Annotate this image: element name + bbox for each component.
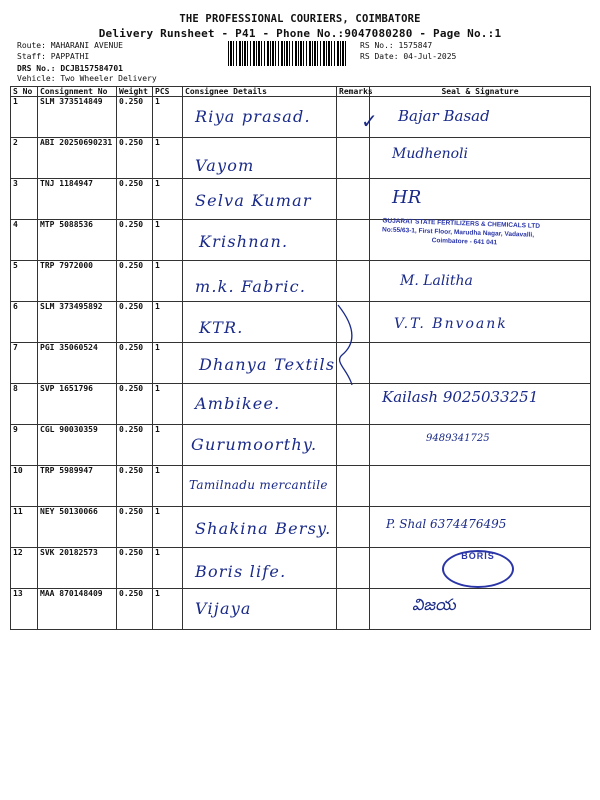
cell-weight: 0.250: [117, 466, 153, 507]
cell-remarks: [337, 97, 378, 138]
col-consignee: Consignee Details: [183, 87, 337, 97]
cell-consignee: [183, 425, 337, 466]
cell-sno: 4: [11, 220, 38, 261]
consignee-handwriting: Ambikee.: [195, 394, 281, 413]
cell-pcs: 1: [153, 179, 183, 220]
consignee-handwriting: Gurumoorthy.: [191, 435, 318, 454]
runsheet-subtitle: Delivery Runsheet - P41 - Phone No.:9047080280 - Page No.:1: [98, 27, 502, 40]
table-header-row: [11, 87, 591, 97]
consignee-handwriting: m.k. Fabric.: [195, 277, 307, 296]
runsheet-table: [10, 86, 591, 630]
col-pcs: PCS: [153, 87, 183, 97]
seal-text: BORIS: [461, 551, 495, 561]
cell-weight: 0.250: [117, 425, 153, 466]
cell-weight: 0.250: [117, 220, 153, 261]
cell-signature: [370, 589, 591, 630]
cell-pcs: 1: [153, 343, 183, 384]
consignee-handwriting: Riya prasad.: [195, 107, 311, 126]
cell-consignee: [183, 261, 337, 302]
col-remarks: Remarks: [337, 87, 370, 97]
cell-consignment: CGL 90030359: [38, 425, 117, 466]
cell-remarks: [337, 548, 370, 589]
cell-sno: 2: [11, 138, 38, 179]
stamp-line: Coimbatore - 641 041: [431, 237, 498, 247]
cell-sno: 3: [11, 179, 38, 220]
cell-pcs: 1: [153, 466, 183, 507]
company-title: THE PROFESSIONAL COURIERS, COIMBATORE: [179, 13, 421, 25]
cell-consignment: MAA 870148409: [38, 589, 117, 630]
cell-signature: [370, 217, 591, 261]
cell-pcs: 1: [153, 507, 183, 548]
cell-signature: [370, 507, 591, 548]
cell-weight: 0.250: [117, 343, 153, 384]
cell-pcs: 1: [153, 425, 183, 466]
rs-number: RS No.: 1575847: [360, 41, 433, 50]
cell-sno: 12: [11, 548, 38, 589]
cell-remarks: [337, 138, 370, 179]
cell-weight: 0.250: [117, 97, 153, 138]
consignee-handwriting: KTR.: [199, 318, 244, 337]
cell-consignment: TRP 7972000: [38, 261, 117, 302]
cell-consignment: SVP 1651796: [38, 384, 117, 425]
cell-weight: 0.250: [117, 138, 153, 179]
table-row: [11, 220, 591, 261]
cell-consignment: SVK 20182573: [38, 548, 117, 589]
cell-sno: 10: [11, 466, 38, 507]
signature: Mudhenoli: [392, 146, 469, 162]
cell-consignee: [183, 384, 337, 425]
signature: 9489341725: [426, 433, 490, 444]
cell-consignment: MTP 5088536: [38, 220, 117, 261]
consignee-handwriting: Krishnan.: [199, 232, 289, 251]
cell-consignee: [183, 466, 337, 507]
check-mark-icon: ✓: [361, 109, 378, 133]
staff-text: Staff: PAPPATHI: [17, 52, 90, 61]
col-consignment: Consignment No: [38, 87, 117, 97]
rs-date: RS Date: 04-Jul-2025: [360, 52, 457, 61]
cell-remarks: [337, 589, 370, 630]
col-sno: S No: [11, 87, 38, 97]
company-seal: [442, 550, 514, 588]
cell-sno: 11: [11, 507, 38, 548]
cell-consignment: SLM 373514849: [38, 97, 117, 138]
cell-weight: 0.250: [117, 589, 153, 630]
company-stamp: [382, 216, 589, 250]
stamp-line: GUJARAT STATE FERTILIZERS & CHEMICALS LTD: [382, 217, 541, 230]
signature: Kailash 9025033251: [382, 388, 539, 406]
cell-weight: 0.250: [117, 302, 153, 343]
table-row: [11, 302, 591, 343]
vehicle-text: Vehicle: Two Wheeler Delivery: [17, 74, 157, 83]
cell-consignee: [183, 343, 337, 384]
cell-consignee: [183, 507, 337, 548]
cell-consignee: [183, 589, 337, 630]
cell-signature: [370, 384, 591, 425]
cell-consignment: NEY 50130066: [38, 507, 117, 548]
cell-sno: 13: [11, 589, 38, 630]
cell-weight: 0.250: [117, 261, 153, 302]
cell-signature: [370, 425, 591, 466]
table-row: [11, 466, 591, 507]
cell-consignee: [183, 548, 337, 589]
table-row: [11, 507, 591, 548]
cell-signature: [370, 261, 591, 302]
table-row: [11, 384, 591, 425]
barcode: [228, 41, 346, 66]
signature: V.T. Bnvoank: [394, 316, 508, 332]
table-row: [11, 97, 591, 138]
cell-consignment: PGI 35060524: [38, 343, 117, 384]
col-signature: Seal & Signature: [370, 87, 591, 97]
cell-remarks: [337, 425, 370, 466]
table-row: [11, 343, 591, 384]
route-text: Route: MAHARANI AVENUE: [17, 41, 123, 50]
pen-stroke: [330, 300, 370, 390]
cell-consignment: TRP 5989947: [38, 466, 117, 507]
cell-remarks: [337, 466, 370, 507]
cell-pcs: 1: [153, 302, 183, 343]
cell-sno: 5: [11, 261, 38, 302]
cell-weight: 0.250: [117, 548, 153, 589]
cell-pcs: 1: [153, 384, 183, 425]
cell-sno: 7: [11, 343, 38, 384]
signature: M. Lalitha: [400, 273, 473, 289]
cell-pcs: 1: [153, 97, 183, 138]
cell-consignment: ABI 20250690231: [38, 138, 117, 179]
cell-signature: [370, 343, 591, 384]
consignee-handwriting: Vijaya: [195, 599, 252, 618]
table-row: [11, 138, 591, 179]
cell-remarks: [337, 261, 370, 302]
consignee-handwriting: Tamilnadu mercantile: [189, 478, 328, 492]
table-row: [11, 548, 591, 589]
cell-pcs: 1: [153, 220, 183, 261]
cell-weight: 0.250: [117, 507, 153, 548]
table-row: [11, 425, 591, 466]
cell-pcs: 1: [153, 138, 183, 179]
cell-signature: [370, 302, 591, 343]
cell-sno: 1: [11, 97, 38, 138]
consignee-handwriting: Selva Kumar: [195, 191, 312, 210]
cell-pcs: 1: [153, 548, 183, 589]
cell-consignment: SLM 373495892: [38, 302, 117, 343]
cell-consignee: [183, 97, 337, 138]
signature: HR: [392, 187, 422, 208]
cell-pcs: 1: [153, 261, 183, 302]
cell-signature: [370, 466, 591, 507]
cell-consignee: [183, 220, 337, 261]
signature: విజయ: [412, 595, 456, 614]
signature: P. Shal 6374476495: [386, 517, 507, 531]
cell-pcs: 1: [153, 589, 183, 630]
cell-sno: 9: [11, 425, 38, 466]
cell-consignment: TNJ 1184947: [38, 179, 117, 220]
cell-consignee: [183, 302, 337, 343]
stamp-line: No:55/63-1, First Floor, Marudha Nagar, Vadavalli,: [381, 226, 535, 239]
cell-consignee: [183, 138, 337, 179]
table-row: [11, 261, 591, 302]
consignee-handwriting: Shakina Bersy.: [195, 519, 332, 538]
cell-sno: 6: [11, 302, 38, 343]
cell-weight: 0.250: [117, 179, 153, 220]
cell-sno: 8: [11, 384, 38, 425]
table-row: [11, 589, 591, 630]
cell-remarks: [337, 220, 370, 261]
signature: Bajar Basad: [398, 107, 490, 125]
cell-weight: 0.250: [117, 384, 153, 425]
cell-signature: [370, 548, 591, 589]
cell-consignee: [183, 179, 337, 220]
consignee-handwriting: Vayom: [195, 156, 255, 175]
consignee-handwriting: Boris life.: [195, 562, 287, 581]
table-row: [11, 179, 591, 220]
cell-remarks: [337, 507, 370, 548]
cell-remarks: [337, 179, 370, 220]
consignee-handwriting: Dhanya Textils: [199, 355, 336, 374]
cell-signature: [370, 138, 591, 179]
cell-signature: [370, 179, 591, 220]
col-weight: Weight: [117, 87, 153, 97]
cell-signature: [370, 97, 591, 138]
drs-number: DRS No.: DCJB157584701: [17, 64, 123, 73]
